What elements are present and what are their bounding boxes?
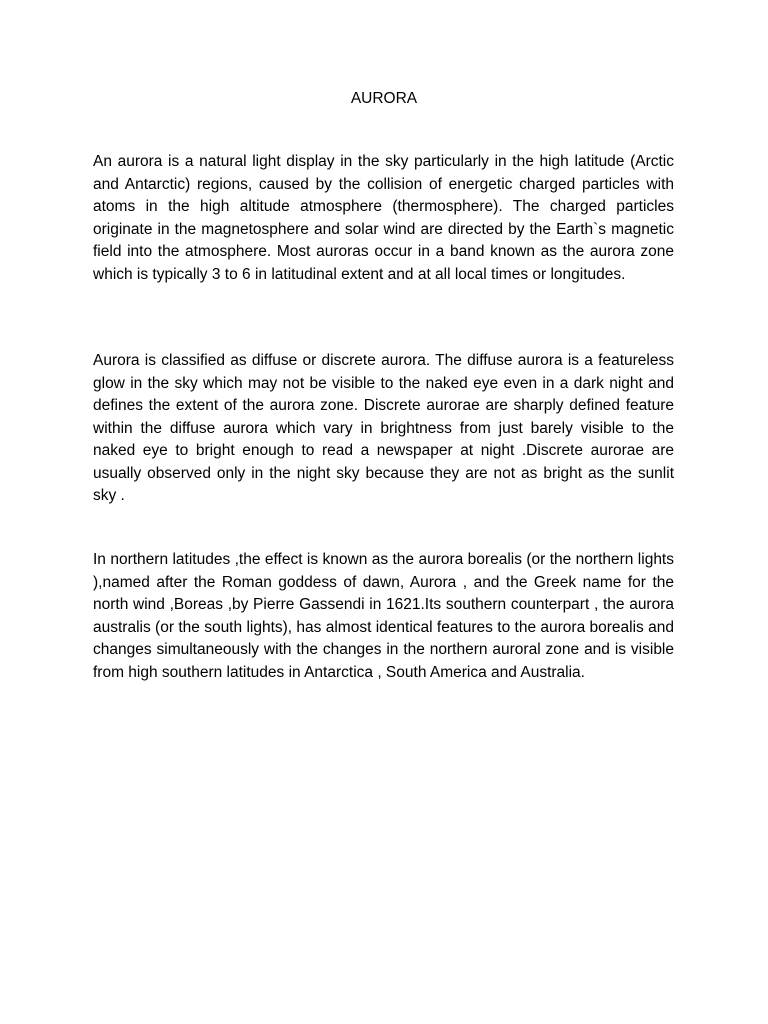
paragraph-aurora-classification: Aurora is classified as diffuse or discrete aurora. The diffuse aurora is a featureless glow in the sky which may not be visible to the naked eye even in a dark night and defines the extent of the aurora zone. Discrete aurorae are sharply defined feature within the diffuse aurora which vary in brightness from just barely visible to the naked eye to bright enough to read a newspaper at night .Discrete aurorae are usually observed only in the night sky because they are not as bright as the sunlit sky . <box>93 352 674 504</box>
paragraph-aurora-naming: In northern latitudes ,the effect is known as the aurora borealis (or the northern lights ),named after the Roman goddess of dawn, Aurora , and the Greek name for the north wind ,Boreas ,by Pierre Gassendi in 1621.Its southern counterpart , the aurora australis (or the south lights), has almost identical features to the aurora borealis and changes simultaneously with the changes in the northern auroral zone and is visible from high southern latitudes in Antarctica , South America and Australia. <box>93 551 674 681</box>
document-title: AURORA <box>350 90 418 107</box>
paragraph-aurora-definition: An aurora is a natural light display in the sky particularly in the high latitude (Arctic and Antarctic) regions, caused by the collision of energetic charged particles with atoms in the high altitude atmosphere (thermosphere). The charged particles originate in the magnetosphere and solar wind are directed by the Earth`s magnetic field into the atmosphere. Most auroras occur in a band known as the aurora zone which is typically 3 to 6 in latitudinal extent and at all local times or longitudes. <box>93 153 674 283</box>
